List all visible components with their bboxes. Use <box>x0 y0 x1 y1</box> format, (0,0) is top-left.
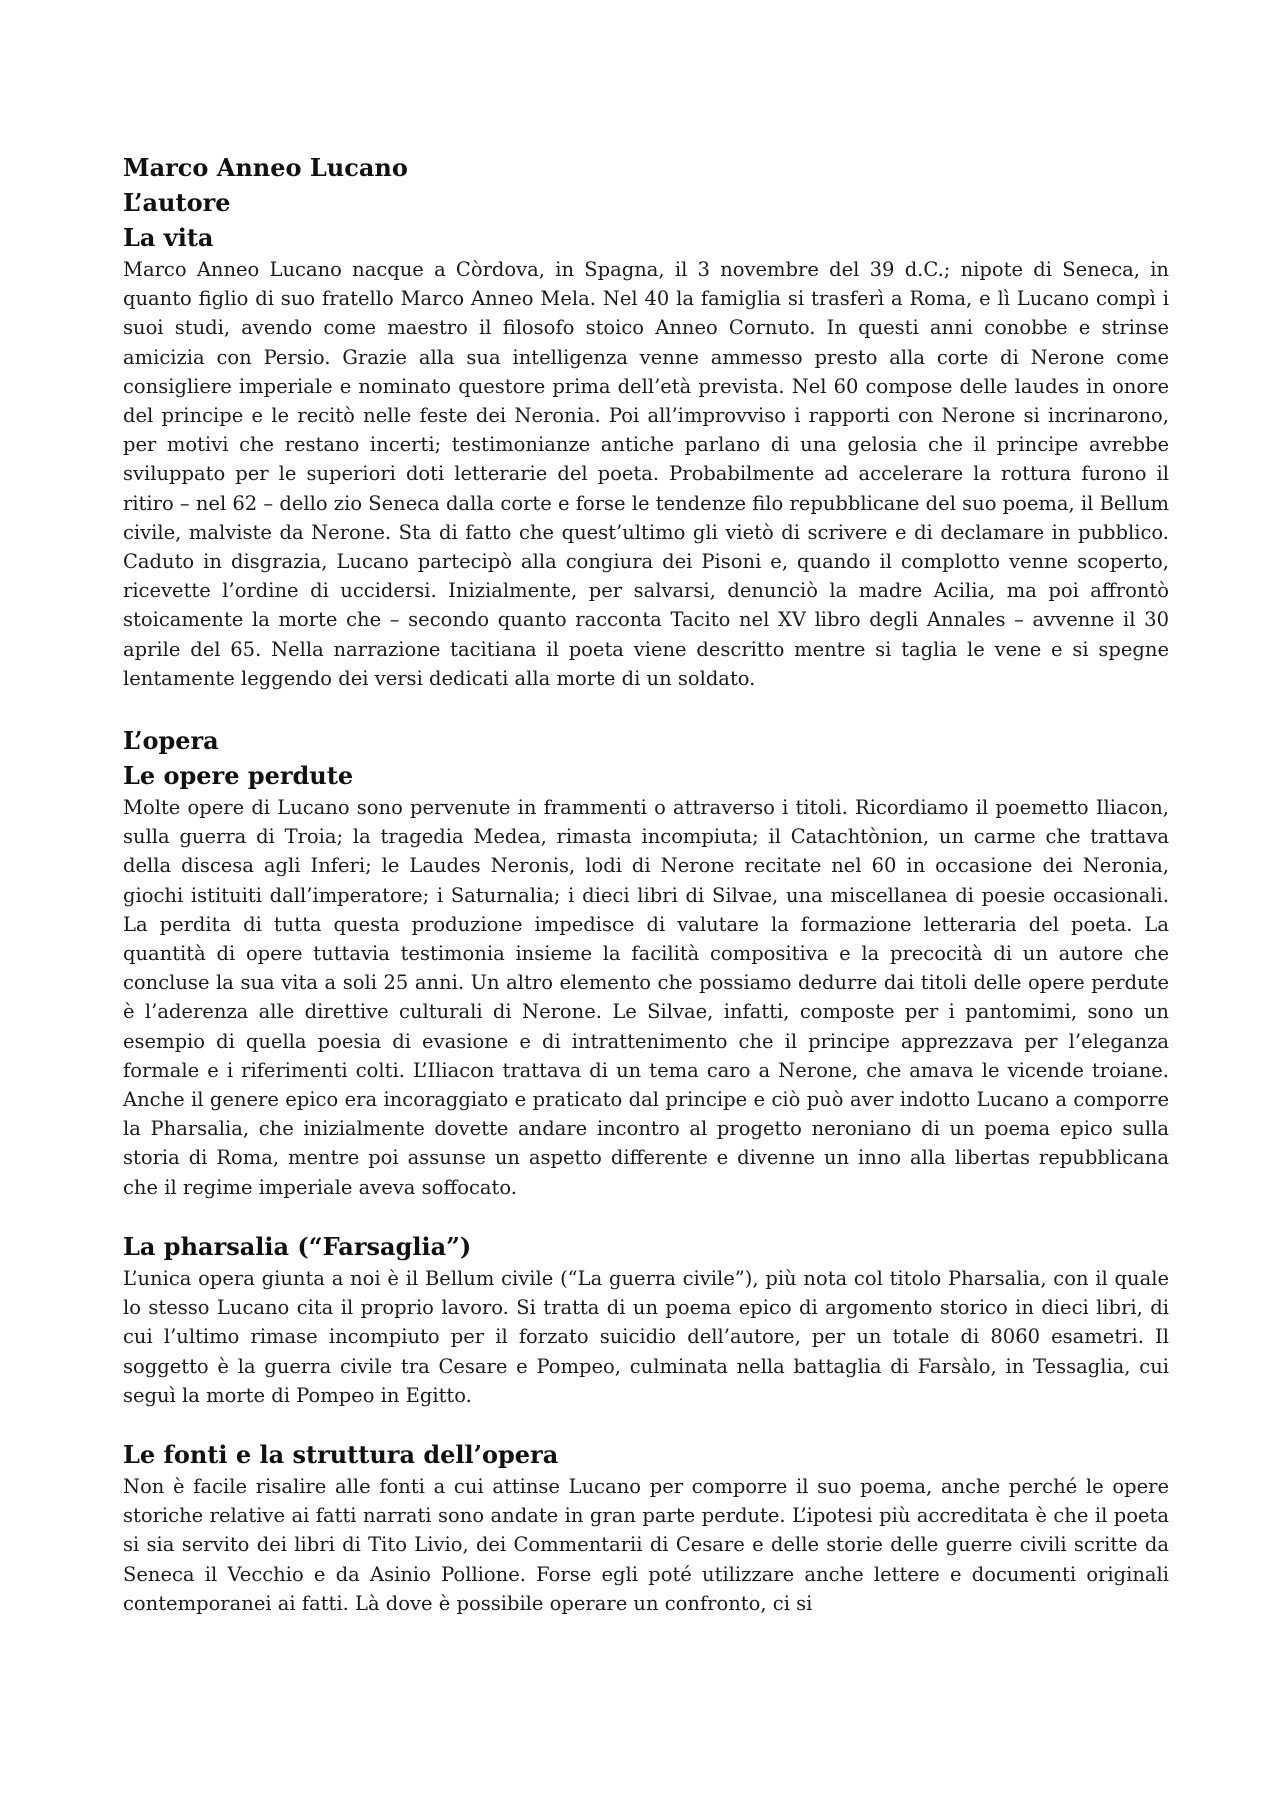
paragraph-sources: Non è facile risalire alle fonti a cui attinse Lucano per comporre il suo poema, anche perché le opere storiche relative ai fatti narrati sono andate in gran parte perdute. L’ipotesi più accreditata è che il poeta si sia servito dei libri di Tito Livio, dei Commentarii di Cesare e delle storie delle guerre civili scritte da Seneca il Vecchio e da Asinio Pollione. Forse egli poté utilizzare anche lettere e documenti originali contemporanei ai fatti. Là dove è possibile operare un confronto, ci si <box>123 1474 1169 1615</box>
document-title: Marco Anneo Lucano <box>123 153 408 182</box>
spacer <box>123 693 1169 723</box>
subsection-title-sources: Le fonti e la struttura dell’opera <box>123 1439 559 1469</box>
spacer <box>123 1202 1169 1229</box>
spacer <box>123 1410 1169 1437</box>
section-title-work: L’opera <box>123 726 219 756</box>
section-title-author: L’autore <box>123 188 231 217</box>
paragraph-lost-works: Molte opere di Lucano sono pervenute in frammenti o attraverso i titoli. Ricordiamo il poemetto Iliacon, sulla guerra di Troia; la tragedia Medea, rimasta incompiuta; il Catachtònion, un carme che trattava della discesa agli Inferi; le Laudes Neronis, lodi di Nerone recitate nel 60 in occasione dei Neronia, giochi istituiti dall’imperatore; i Saturnalia; i dieci libri di Silvae, una miscellanea di poesie occasionali. La perdita di tutta questa produzione impedisce di valutare la formazione letteraria del poeta. La quantità di opere tuttavia testimonia insieme la facilità compositiva e la precocità di un autore che concluse la sua vita a soli 25 anni. Un altro elemento che possiamo dedurre dai titoli delle opere perdute è l’aderenza alle direttive culturali di Nerone. Le Silvae, infatti, composte per i pantomimi, sono un esempio di quella poesia di evasione e di intrattenimento che il principe apprezzava per l’eleganza formale e i riferimenti colti. L’Iliacon trattava di un tema caro a Nerone, che amava le vicende troiane. Anche il genere epico era incoraggiato e praticato dal principe e ciò può aver indotto Lucano a comporre la Pharsalia, che inizialmente dovette andare incontro al progetto neroniano di un poema epico sulla storia di Roma, mentre poi assunse un aspetto differente e divenne un inno alla libertas repubblicana che il regime imperiale aveva soffocato. <box>123 796 1169 1199</box>
subsection-title-lost-works: Le opere perdute <box>123 761 354 791</box>
subsection-title-life: La vita <box>123 223 214 252</box>
paragraph-pharsalia: L’unica opera giunta a noi è il Bellum civile (“La guerra civile”), più nota col titolo Pharsalia, con il quale lo stesso Lucano cita il proprio lavoro. Si tratta di un poema epico di argomento storico in dieci libri, di cui l’ultimo rimase incompiuto per il forzato suicidio dell’autore, per un totale di 8060 esametri. Il soggetto è la guerra civile tra Cesare e Pompeo, culminata nella battaglia di Farsàlo, in Tessaglia, cui seguì la morte di Pompeo in Egitto. <box>123 1266 1169 1407</box>
subsection-title-pharsalia: La pharsalia (“Farsaglia”) <box>123 1231 472 1261</box>
document-page <box>123 150 1169 1618</box>
paragraph-life: Marco Anneo Lucano nacque a Còrdova, in Spagna, il 3 novembre del 39 d.C.; nipote di Seneca, in quanto figlio di suo fratello Marco Anneo Mela. Nel 40 la famiglia si trasferì a Roma, e lì Lucano compì i suoi studi, avendo come maestro il filosofo stoico Anneo Cornuto. In questi anni conobbe e strinse amicizia con Persio. Grazie alla sua intelligenza venne ammesso presto alla corte di Nerone come consigliere imperiale e nominato questore prima dell’età prevista. Nel 60 compose delle laudes in onore del principe e le recitò nelle feste dei Neronia. Poi all’improvviso i rapporti con Nerone si incrinarono, per motivi che restano incerti; testimonianze antiche parlano di una gelosia che il principe avrebbe sviluppato per le superiori doti letterarie del poeta. Probabilmente ad accelerare la rottura furono il ritiro – nel 62 – dello zio Seneca dalla corte e forse le tendenze filo repubblicane del suo poema, il Bellum civile, malviste da Nerone. Sta di fatto che quest’ultimo gli vietò di scrivere e di declamare in pubblico. Caduto in disgrazia, Lucano partecipò alla congiura dei Pisoni e, quando il complotto venne scoperto, ricevette l’ordine di uccidersi. Inizialmente, per salvarsi, denunciò la madre Acilia, ma poi affrontò stoicamente la morte che – secondo quanto racconta Tacito nel XV libro degli Annales – avvenne il 30 aprile del 65. Nella narrazione tacitiana il poeta viene descritto mentre si taglia le vene e si spegne lentamente leggendo dei versi dedicati alla morte di un soldato. <box>123 258 1169 690</box>
